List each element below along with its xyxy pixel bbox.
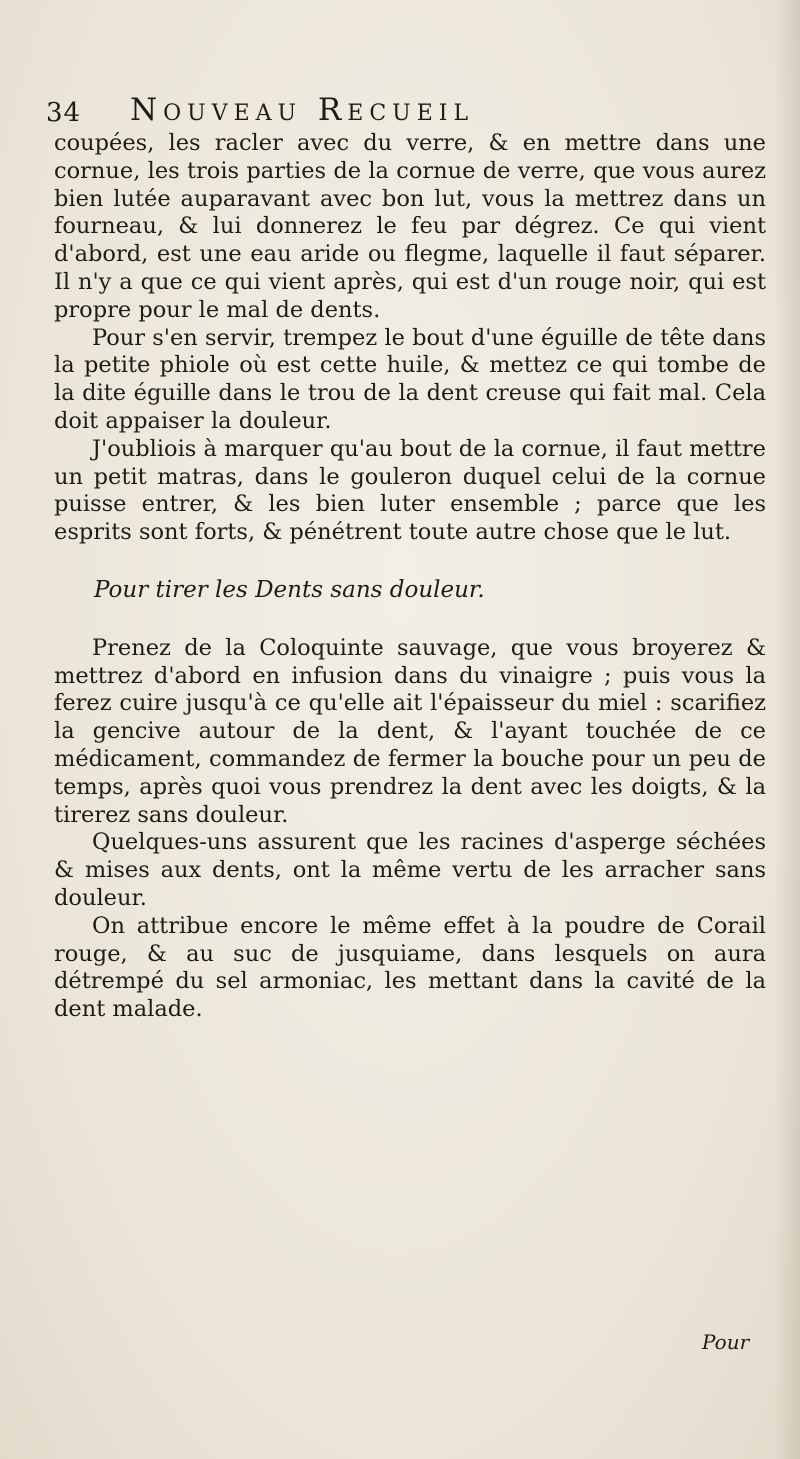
paragraph-continued: coupées, les racler avec du verre, & en mettre dans une cornue, les trois parties de la cornue de verre, que vous aurez bien lutée auparavant avec bon lut, vous la mettrez dans un fourneau, & lui donnerez le feu par dégrez. Ce qui vient d'abord, est une eau aride ou flegme, laquelle il faut séparer. Il n'y a que ce qui vient après, qui est d'un rouge noir, qui est propre pour le mal de dents. [54, 130, 766, 323]
body-text [54, 130, 766, 1024]
page-number: 34 [46, 98, 82, 128]
paragraph-coral: On attribue encore le même effet à la poudre de Corail rouge, & au suc de jusquiame, dans lesquels on aura détrempé du sel armoniac, les mettant dans la cavité de la dent malade. [54, 912, 766, 1023]
paragraph-addendum: J'oubliois à marquer qu'au bout de la cornue, il faut mettre un petit matras, dans le gouleron duquel celui de la cornue puisse entrer, & les bien luter ensemble ; parce que les esprits sont forts, & pénétrent toute autre chose que le lut. [54, 435, 766, 546]
paragraph-usage: Pour s'en servir, trempez le bout d'une éguille de tête dans la petite phiole où est cette huile, & mettez ce qui tombe de la dite éguille dans le trou de la dent creuse qui fait mal. Cela doit appaiser la douleur. [54, 324, 766, 434]
page-header [46, 92, 766, 132]
catchword: Pour [702, 1330, 750, 1354]
paragraph-asparagus: Quelques-uns assurent que les racines d'asperge séchées & mises aux dents, ont la même vertu de les arracher sans douleur. [54, 829, 766, 911]
running-title: Nouveau Recueil [130, 92, 475, 128]
section-title: Pour tirer les Dents sans douleur. [94, 576, 485, 603]
paragraph-recipe: Prenez de la Coloquinte sauvage, que vous broyerez & mettrez d'abord en infusion dans du vinaigre ; puis vous la ferez cuire jusqu'à ce qu'elle ait l'épaisseur du miel : scarifiez la gencive autour de la dent, & l'ayant touchée de ce médicament, commandez de fermer la bouche pour un peu de temps, après quoi vous prendrez la dent avec les doigts, & la tirerez sans douleur. [54, 634, 766, 828]
page-edge-shadow [774, 0, 800, 1459]
